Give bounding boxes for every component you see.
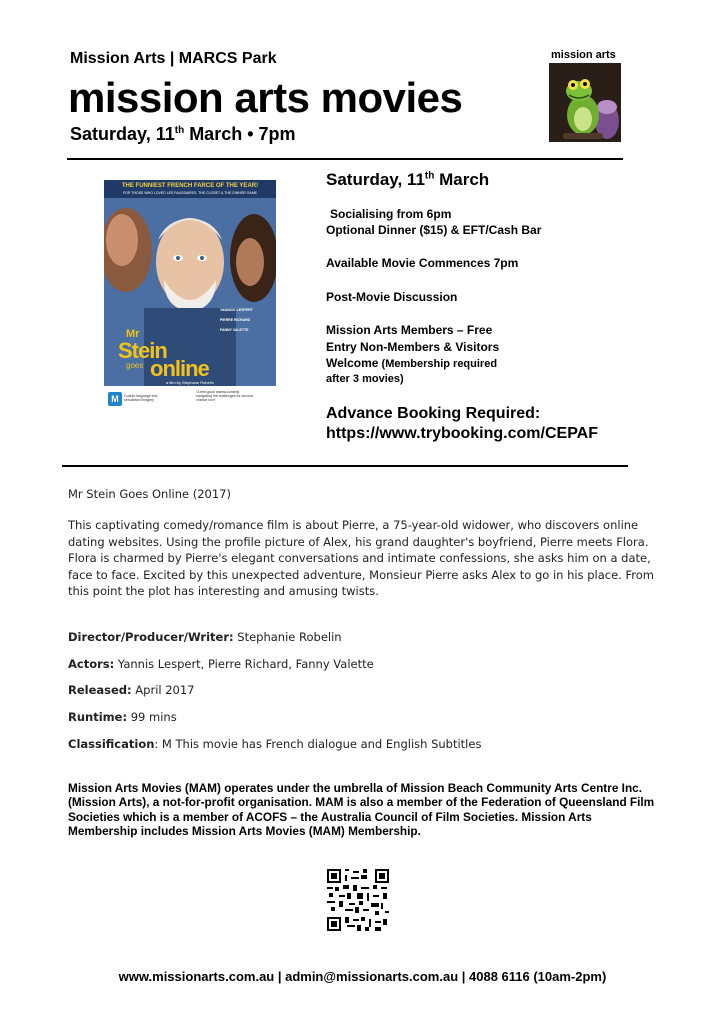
poster-cast-2: PIERRE RICHARD: [220, 318, 251, 322]
page-title: mission arts movies: [68, 74, 463, 121]
dinner-text: Optional Dinner ($15) & EFT/Cash Bar: [326, 223, 542, 237]
poster-film-by: a film by Stéphane Robelin: [166, 380, 214, 385]
movie-poster: [104, 180, 276, 424]
poster-title-online: online: [150, 356, 209, 381]
movie-synopsis: This captivating comedy/romance film is about Pierre, a 75-year-old widower, who discovers online dating websites. Using the profile picture of Alex, his grand daughter's boyfriend, Pierre meets Flora. Flora is charmed by Pierre's elegant conversations and intimate confessions, she asks him on a date, face to face. Excited by this unexpected adventure, Monsieur Pierre asks Alex to go in his place. From this point the plot has interesting and amusing twists.: [68, 518, 654, 598]
poster-title-goes: goes: [126, 361, 144, 370]
actors-row: Actors: Yannis Lespert, Pierre Richard, Fanny Valette: [68, 657, 374, 671]
poster-subline: FOR THOSE WHO LOVED LES FAUSSAIRES, THE CLOSET & THE DINNER GAME: [123, 191, 257, 195]
poster-quote: "A feel-good drama-comedy navigating the challenges for second-chance love": [196, 390, 254, 402]
top-divider: [67, 158, 623, 160]
poster-cast-3: FANNY VALETTE: [220, 328, 249, 332]
runtime-row: Runtime: 99 mins: [68, 710, 177, 724]
booking-link[interactable]: https://www.trybooking.com/CEPAF: [326, 425, 598, 442]
poster-cast-1: YANNICK LESPERT: [220, 308, 253, 312]
socialising-text: Socialising from 6pm: [330, 207, 452, 221]
section-divider: [62, 465, 628, 467]
booking-label: Advance Booking Required:: [326, 405, 541, 422]
released-row: Released: April 2017: [68, 683, 195, 697]
logo-label: mission arts: [551, 49, 616, 61]
poster-tagline: THE FUNNIEST FRENCH FARCE OF THE YEAR!: [121, 183, 259, 189]
poster-title-stein: Stein: [118, 338, 167, 363]
qr-code-icon[interactable]: [327, 869, 389, 931]
footer-contact: www.missionarts.com.au | admin@missionarts.com.au | 4088 6116 (10am-2pm): [118, 969, 607, 984]
movie-title-year: Mr Stein Goes Online (2017): [68, 487, 231, 501]
members-line-3: Welcome (Membership required: [326, 356, 498, 370]
header-date: Saturday, 11th March • 7pm: [70, 124, 296, 144]
members-line-1: Mission Arts Members – Free: [326, 323, 493, 337]
rating-text: Coarse language and sexualised imagery: [124, 394, 158, 402]
members-note: after 3 movies): [326, 373, 404, 385]
organisation-name: Mission Arts | MARCS Park: [70, 50, 277, 67]
discussion-text: Post-Movie Discussion: [326, 290, 458, 304]
mission-arts-logo: [549, 63, 621, 142]
rating-badge: M: [108, 392, 122, 406]
event-date: Saturday, 11th March: [326, 170, 490, 189]
frog-logo-icon: [549, 63, 621, 142]
members-line-2: Entry Non-Members & Visitors: [326, 340, 500, 354]
director-row: Director/Producer/Writer: Stephanie Robelin: [68, 630, 342, 644]
poster-title-mr: Mr: [126, 328, 140, 340]
available-text: Available Movie Commences 7pm: [326, 256, 519, 270]
classification-row: Classification: M This movie has French dialogue and English Subtitles: [68, 737, 482, 751]
about-paragraph: Mission Arts Movies (MAM) operates under the umbrella of Mission Beach Community Arts Centre Inc. (Mission Arts), a not-for-profit organisation. MAM is also a member of the Federation of Queensland Film Societies which is a member of ACOFS – the Australia Council of Film Societies. Mission Arts Membership includes Mission Arts Movies (MAM) Membership.: [68, 781, 655, 839]
